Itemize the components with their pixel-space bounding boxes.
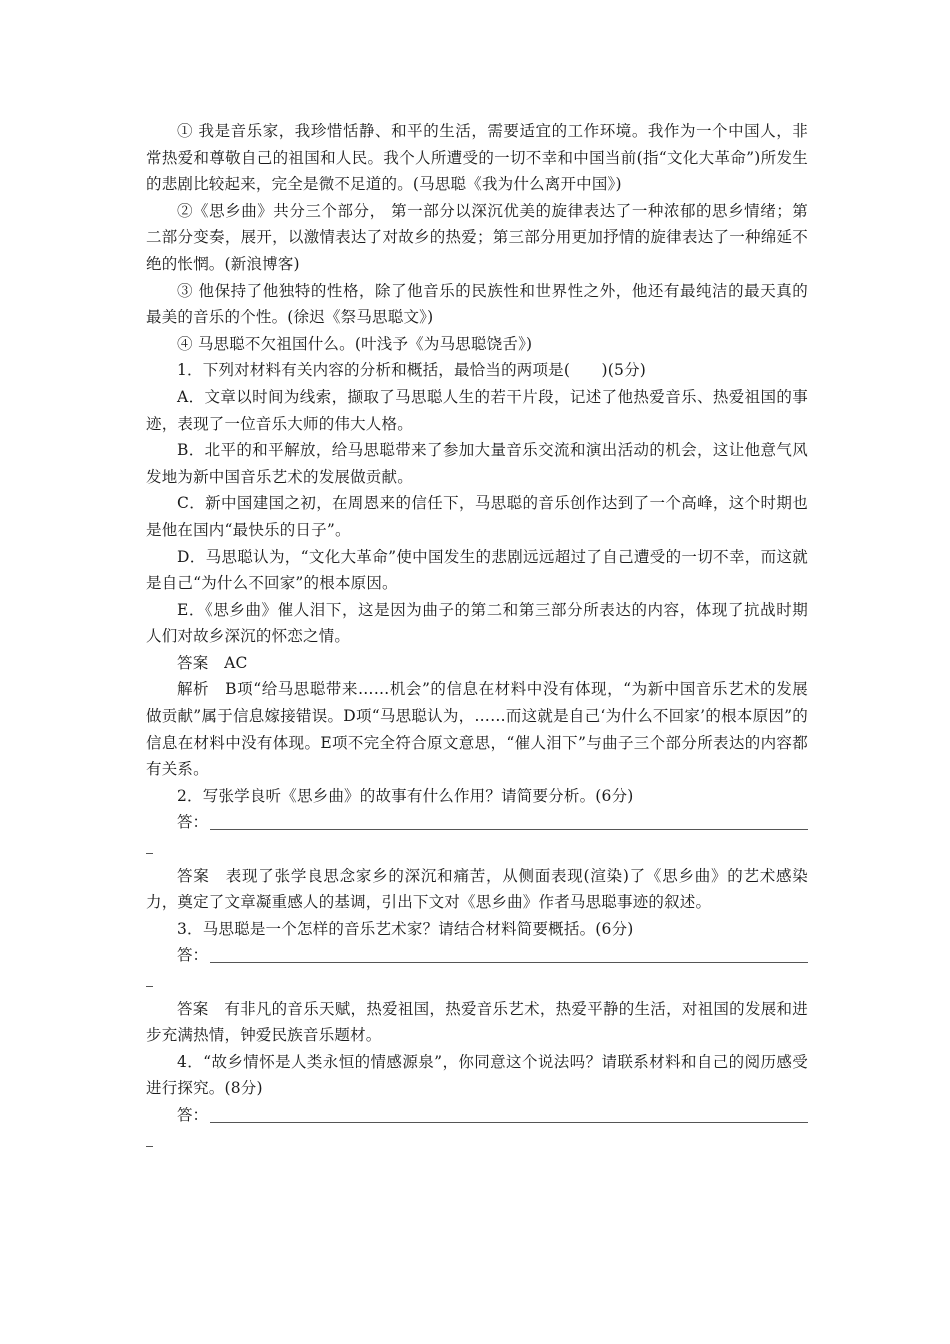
answer-label: 答：	[177, 946, 209, 965]
answer-label: 答：	[177, 1105, 209, 1124]
question-1-option-b: B．北平的和平解放，给马思聪带来了参加大量音乐交流和演出活动的机会，这让他意气风发地为新中国音乐艺术的发展做贡献。	[146, 441, 808, 486]
answer-blank-tail	[146, 969, 808, 996]
question-4-stem: 4．“故乡情怀是人类永恒的情感源泉”，你同意这个说法吗？请联系材料和自己的阅历感受进行探究。(8分)	[146, 1052, 808, 1098]
question-2-stem: 2．写张学良听《思乡曲》的故事有什么作用？请简要分析。(6分)	[177, 786, 634, 805]
question-1-analysis: 解析 B项“给马思聪带来……机会”的信息在材料中没有体现，“为新中国音乐艺术的发展做贡献”属于信息嫁接错误。D项“马思聪认为，……而这就是自己‘为什么不回家’的根本原因”的信息在材料中没有体现。E项不完全符合原文意思，“催人泪下”与曲子三个部分所表达的内容都有关系。	[146, 680, 808, 779]
material-paragraph-3: ③ 他保持了他独特的性格，除了他音乐的民族性和世界性之外，他还有最纯洁的最天真的最美的音乐的个性。(徐迟《祭马思聪文》)	[146, 281, 808, 327]
question-1-option-a: A．文章以时间为线索，撷取了马思聪人生的若干片段，记述了他热爱音乐、热爱祖国的事迹，表现了一位音乐大师的伟大人格。	[146, 387, 808, 433]
answer-blank-rule	[210, 811, 808, 830]
question-1-option-e: E．《思乡曲》催人泪下，这是因为曲子的第二和第三部分所表达的内容，体现了抗战时期人们对故乡深沉的怀恋之情。	[146, 600, 808, 646]
material-paragraph-4: ④ 马思聪不欠祖国什么。(叶浅予《为马思聪饶舌》)	[177, 334, 533, 353]
question-3-answer: 答案 有非凡的音乐天赋，热爱祖国，热爱音乐艺术，热爱平静的生活，对祖国的发展和进步充满热情，钟爱民族音乐题材。	[146, 999, 808, 1045]
answer-blank-tail	[146, 836, 808, 863]
answer-label: 答：	[177, 813, 209, 832]
question-1-answer: 答案 AC	[177, 653, 248, 672]
question-1-stem: 1．下列对材料有关内容的分析和概括，最恰当的两项是( )(5分)	[177, 361, 647, 380]
question-1-option-c: C．新中国建国之初，在周恩来的信任下，马思聪的音乐创作达到了一个高峰，这个时期也是他在国内“最快乐的日子”。	[146, 494, 808, 539]
question-3-answer-line[interactable]	[146, 942, 808, 969]
question-4-answer-line[interactable]	[146, 1102, 808, 1129]
answer-blank-rule	[210, 1104, 808, 1123]
answer-blank-rule	[210, 944, 808, 963]
question-1-option-d: D．马思聪认为，“文化大革命”使中国发生的悲剧远远超过了自己遭受的一切不幸，而这就是自己“为什么不回家”的根本原因。	[146, 547, 808, 593]
material-paragraph-2: ②《思乡曲》共分三个部分， 第一部分以深沉优美的旋律表达了一种浓郁的思乡情绪；第二部分变奏，展开，以激情表达了对故乡的热爱；第三部分用更加抒情的旋律表达了一种绵延不绝的怅惘。(新浪博客)	[146, 201, 808, 273]
question-2-answer-line[interactable]	[146, 809, 808, 836]
document-page	[146, 118, 808, 1155]
question-3-stem: 3．马思聪是一个怎样的音乐艺术家？请结合材料简要概括。(6分)	[177, 919, 634, 938]
material-paragraph-1: ① 我是音乐家，我珍惜恬静、和平的生活，需要适宜的工作环境。我作为一个中国人，非常热爱和尊敬自己的祖国和人民。我个人所遭受的一切不幸和中国当前(指“文化大革命”)所发生的悲剧比较起来，完全是微不足道的。(马思聪《我为什么离开中国》)	[146, 122, 808, 194]
question-2-answer: 答案 表现了张学良思念家乡的深沉和痛苦，从侧面表现(渲染)了《思乡曲》的艺术感染力，奠定了文章凝重感人的基调，引出下文对《思乡曲》作者马思聪事迹的叙述。	[146, 866, 808, 912]
answer-blank-tail	[146, 1129, 808, 1156]
